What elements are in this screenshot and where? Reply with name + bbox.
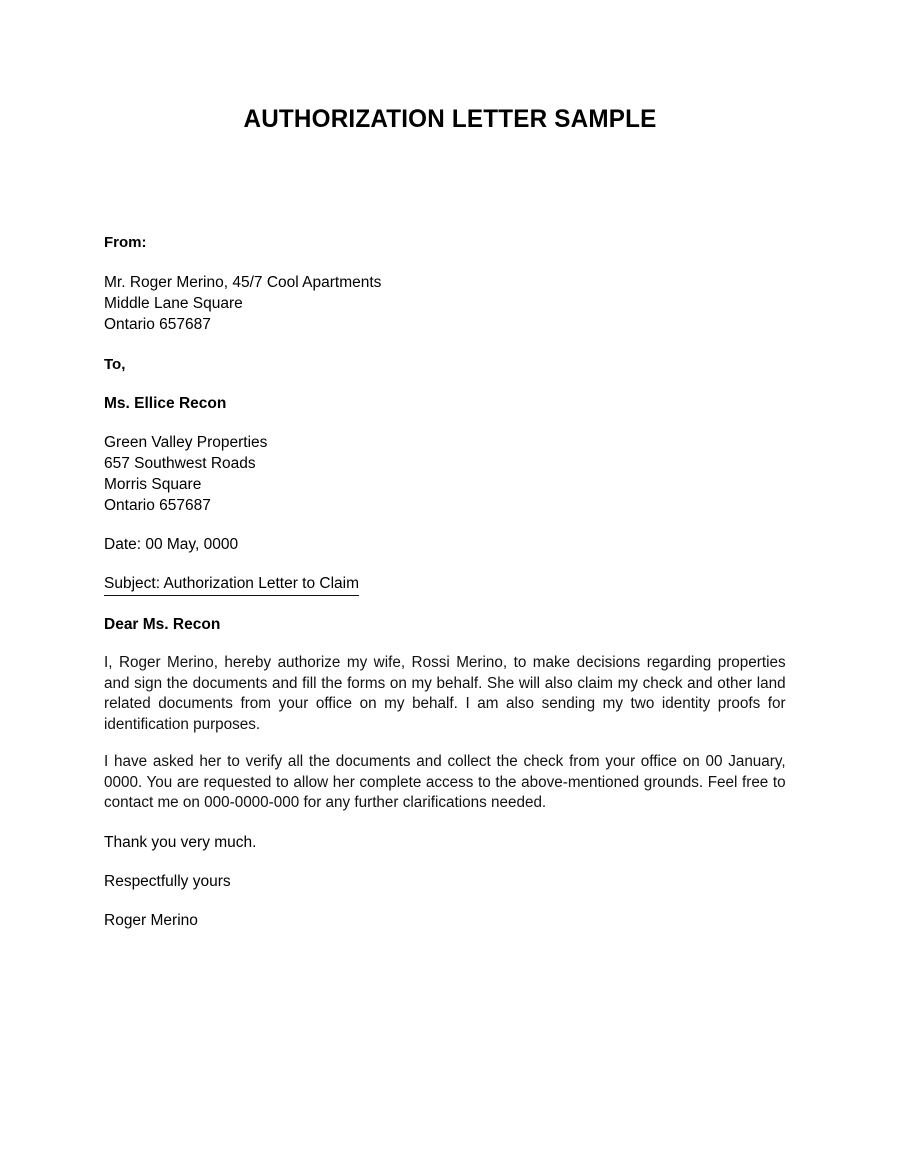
spacer	[104, 516, 796, 534]
sender-address-line-1: Mr. Roger Merino, 45/7 Cool Apartments	[104, 274, 382, 291]
spacer	[104, 635, 796, 653]
letter-body	[104, 232, 796, 931]
recipient-address-line-1: Green Valley Properties	[104, 434, 268, 451]
spacer	[104, 814, 796, 832]
recipient-name: Ms. Ellice Recon	[104, 395, 227, 412]
spacer	[104, 253, 796, 272]
page-title: AUTHORIZATION LETTER SAMPLE	[243, 105, 657, 133]
recipient-address-line-2: 657 Southwest Roads	[104, 455, 256, 472]
spacer	[104, 735, 796, 752]
spacer	[104, 335, 796, 354]
letter-date: Date: 00 May, 0000	[104, 536, 239, 553]
sender-address-line-3: Ontario 657687	[104, 316, 211, 333]
spacer	[104, 375, 796, 393]
spacer	[104, 555, 796, 573]
salutation: Dear Ms. Recon	[104, 616, 221, 633]
sender-label: From:	[104, 234, 147, 251]
signature-name: Roger Merino	[104, 911, 198, 929]
body-paragraph-2: I have asked her to verify all the documents and collect the check from your office on 00 January, 0000. You are requested to allow her complete access to the above-mentioned grounds. Feel free to contact me on 000-0000-000 for any further clarifications needed.	[104, 753, 786, 811]
closing-line: Respectfully yours	[104, 872, 231, 890]
recipient-address-line-3: Morris Square	[104, 476, 202, 493]
spacer	[104, 596, 796, 614]
subject-row	[104, 573, 796, 596]
recipient-label: To,	[104, 356, 126, 373]
sender-block	[104, 232, 796, 335]
thanks-line: Thank you very much.	[104, 833, 257, 851]
recipient-block	[104, 354, 796, 516]
subject-line: Subject: Authorization Letter to Claim	[104, 573, 359, 596]
recipient-address-line-4: Ontario 657687	[104, 497, 211, 514]
spacer	[104, 892, 796, 910]
spacer	[104, 414, 796, 432]
spacer	[104, 853, 796, 871]
sender-address-line-2: Middle Lane Square	[104, 295, 243, 312]
body-paragraph-1: I, Roger Merino, hereby authorize my wife, Rossi Merino, to make decisions regarding properties and sign the documents and fill the forms on my behalf. She will also claim my check and other land related documents from your office on my behalf. I am also sending my two identity proofs for identification purposes.	[104, 654, 786, 733]
